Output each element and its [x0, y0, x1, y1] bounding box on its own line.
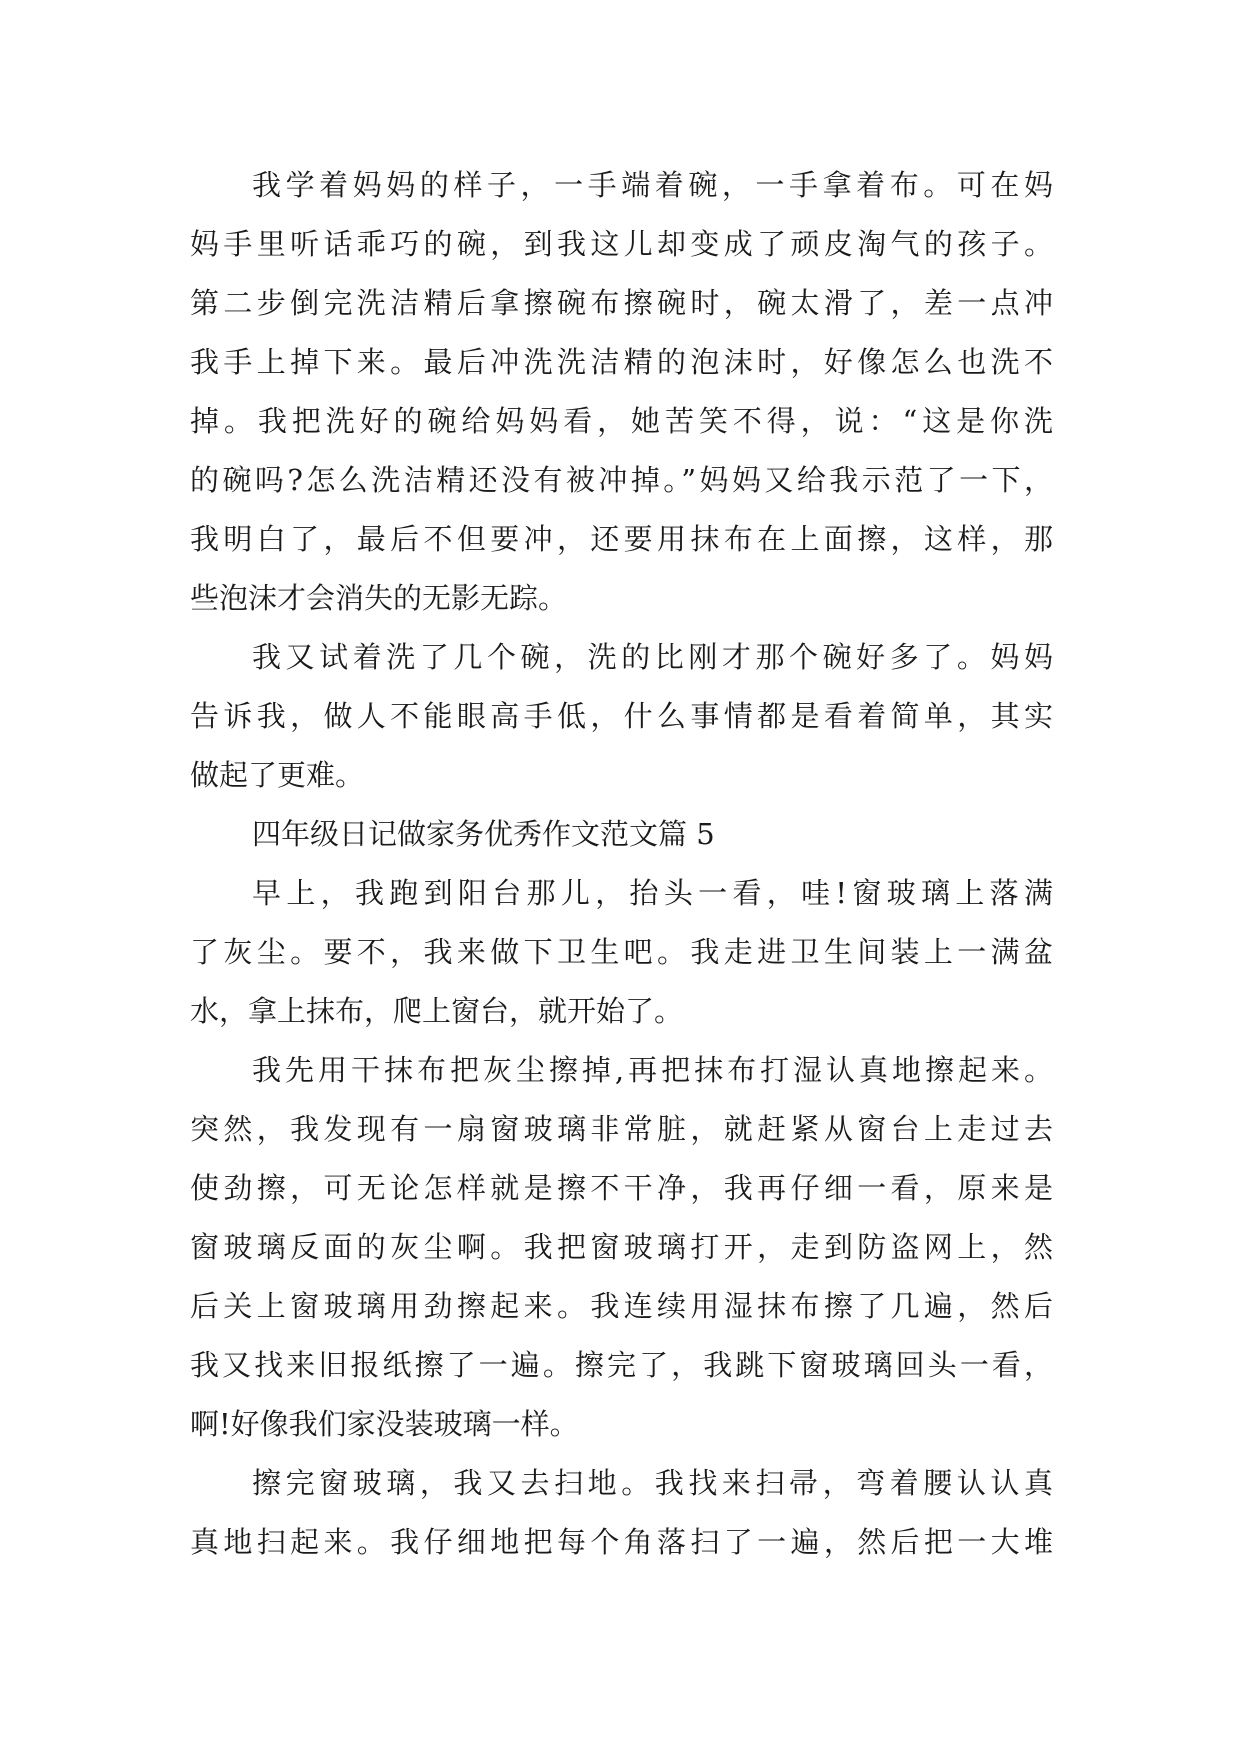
- paragraph: [190, 1041, 1053, 1454]
- text-line: 我手上掉下来。最后冲洗洗洁精的泡沫时，好像怎么也洗不: [190, 345, 1053, 379]
- section-heading: [190, 805, 1053, 864]
- text-line: 擦完窗玻璃，我又去扫地。我找来扫帚，弯着腰认认真: [252, 1466, 1053, 1500]
- text-line: 水，拿上抹布，爬上窗台，就开始了。: [190, 994, 684, 1028]
- text-line: 我先用干抹布把灰尘擦掉,再把抹布打湿认真地擦起来。: [252, 1053, 1053, 1087]
- text-line: 后关上窗玻璃用劲擦起来。我连续用湿抹布擦了几遍，然后: [190, 1289, 1053, 1323]
- paragraph: [190, 628, 1053, 805]
- text-line: 窗玻璃反面的灰尘啊。我把窗玻璃打开，走到防盗网上，然: [190, 1230, 1053, 1264]
- text-line: 的碗吗?怎么洗洁精还没有被冲掉。”妈妈又给我示范了一下，: [190, 463, 1053, 497]
- text-line: 早上，我跑到阳台那儿，抬头一看，哇!窗玻璃上落满: [252, 876, 1053, 910]
- paragraph: [190, 864, 1053, 1041]
- paragraph: [190, 1454, 1053, 1572]
- document-body: [190, 156, 1053, 1572]
- heading-text: 四年级日记做家务优秀作文范文篇 5: [252, 817, 715, 851]
- text-line: 我明白了，最后不但要冲，还要用抹布在上面擦，这样，那: [190, 522, 1053, 556]
- text-line: 了灰尘。要不，我来做下卫生吧。我走进卫生间装上一满盆: [190, 935, 1053, 969]
- text-line: 我又试着洗了几个碗，洗的比刚才那个碗好多了。妈妈: [252, 640, 1053, 674]
- text-line: 啊!好像我们家没装玻璃一样。: [190, 1407, 579, 1441]
- text-line: 掉。我把洗好的碗给妈妈看，她苦笑不得，说：“这是你洗: [190, 404, 1053, 438]
- text-line: 些泡沫才会消失的无影无踪。: [190, 581, 568, 615]
- text-line: 第二步倒完洗洁精后拿擦碗布擦碗时，碗太滑了，差一点冲: [190, 286, 1053, 320]
- text-line: 使劲擦，可无论怎样就是擦不干净，我再仔细一看，原来是: [190, 1171, 1053, 1205]
- text-line: 我学着妈妈的样子，一手端着碗，一手拿着布。可在妈: [252, 168, 1053, 202]
- text-line: 妈手里听话乖巧的碗，到我这儿却变成了顽皮淘气的孩子。: [190, 227, 1053, 261]
- text-line: 做起了更难。: [190, 758, 365, 792]
- text-line: 突然，我发现有一扇窗玻璃非常脏，就赶紧从窗台上走过去: [190, 1112, 1053, 1146]
- paragraph: [190, 156, 1053, 628]
- text-line: 告诉我，做人不能眼高手低，什么事情都是看着简单，其实: [190, 699, 1053, 733]
- text-line: 真地扫起来。我仔细地把每个角落扫了一遍，然后把一大堆: [190, 1525, 1053, 1559]
- text-line: 我又找来旧报纸擦了一遍。擦完了，我跳下窗玻璃回头一看，: [190, 1348, 1053, 1382]
